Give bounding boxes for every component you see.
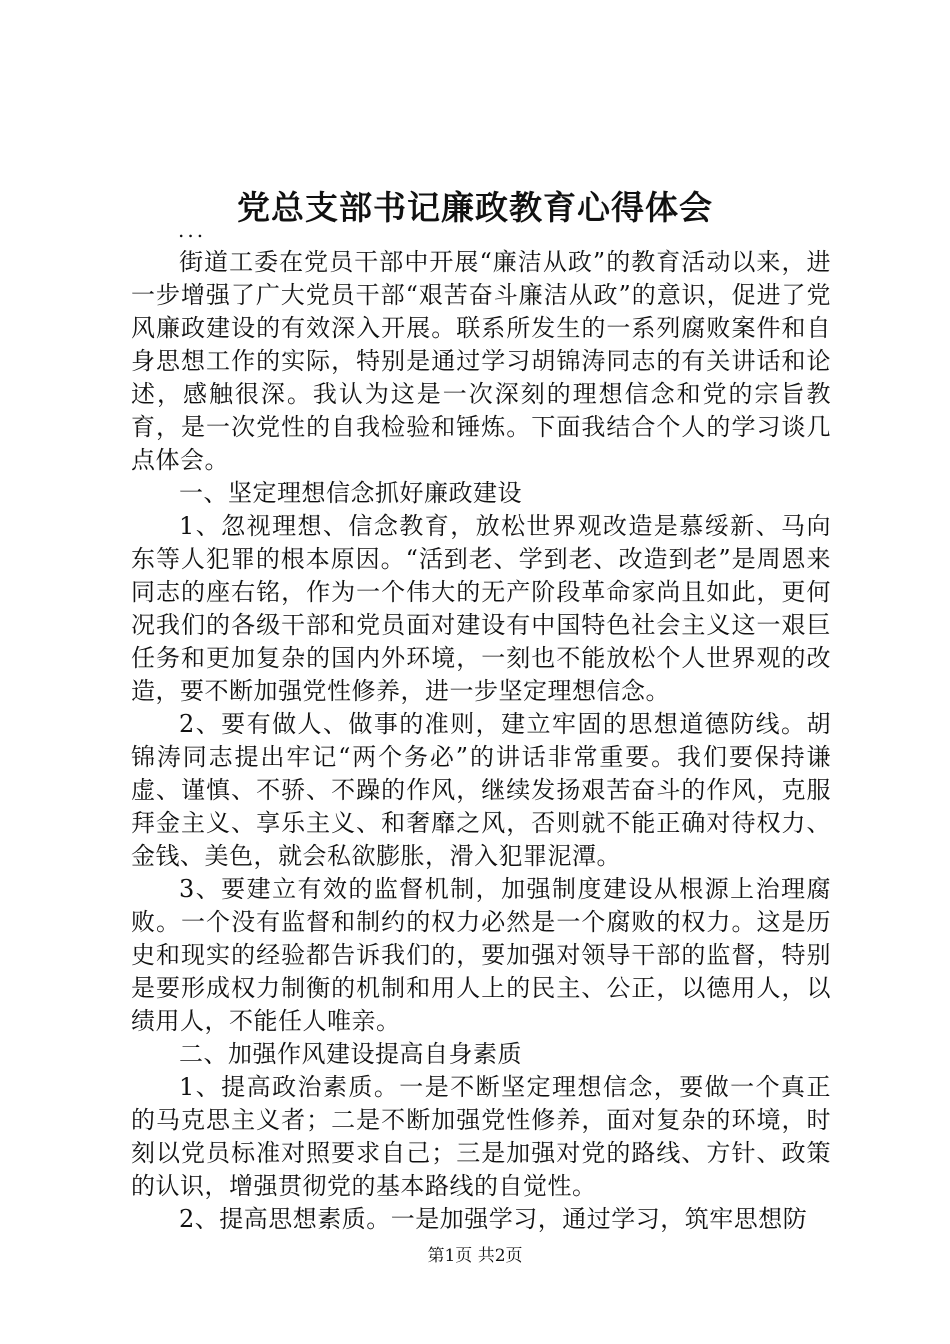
document-body: [131, 246, 831, 1236]
page-footer: 第1页 共2页: [427, 1246, 523, 1266]
heading-section-2: 二、加强作风建设提高自身素质: [179, 1040, 522, 1068]
paragraph-2-2: 2、提高思想素质。一是加强学习，通过学习，筑牢思想防: [179, 1205, 808, 1233]
paragraph-2-1: 1、提高政治素质。一是不断坚定理想信念，要做一个真正的马克思主义者；二是不断加强党性修养，面对复杂的环境，时刻以党员标准对照要求自己；三是加强对党的路线、方针、政策的认识，增强贯彻党的基本路线的自觉性。: [131, 1073, 831, 1200]
paragraph-1-3: 3、要建立有效的监督机制，加强制度建设从根源上治理腐败。一个没有监督和制约的权力必然是一个腐败的权力。这是历史和现实的经验都告诉我们的，要加强对领导干部的监督，特别是要形成权力制衡的机制和用人上的民主、公正，以德用人，以绩用人，不能任人唯亲。: [131, 875, 831, 1035]
ellipsis-text: ...: [178, 218, 207, 242]
document-title: 党总支部书记廉政教育心得体会: [237, 188, 713, 227]
paragraph-intro: 街道工委在党员干部中开展“廉洁从政”的教育活动以来，进一步增强了广大党员干部“艰苦奋斗廉洁从政”的意识，促进了党风廉政建设的有效深入开展。联系所发生的一系列腐败案件和自身思想工作的实际，特别是通过学习胡锦涛同志的有关讲话和论述，感触很深。我认为这是一次深刻的理想信念和党的宗旨教育，是一次党性的自我检验和锤炼。下面我结合个人的学习谈几点体会。: [131, 248, 831, 474]
heading-section-1: 一、坚定理想信念抓好廉政建设: [179, 479, 522, 507]
paragraph-1-2: 2、要有做人、做事的准则，建立牢固的思想道德防线。胡锦涛同志提出牢记“两个务必”的讲话非常重要。我们要保持谦虚、谨慎、不骄、不躁的作风，继续发扬艰苦奋斗的作风，克服拜金主义、享乐主义、和奢靡之风，否则就不能正确对待权力、金钱、美色，就会私欲膨胀，滑入犯罪泥潭。: [131, 710, 831, 870]
paragraph-1-1: 1、忽视理想、信念教育，放松世界观改造是慕绥新、马向东等人犯罪的根本原因。“活到老、学到老、改造到老”是周恩来同志的座右铭，作为一个伟大的无产阶段革命家尚且如此，更何况我们的各级干部和党员面对建设有中国特色社会主义这一艰巨任务和更加复杂的国内外环境，一刻也不能放松个人世界观的改造，要不断加强党性修养，进一步坚定理想信念。: [131, 512, 831, 705]
